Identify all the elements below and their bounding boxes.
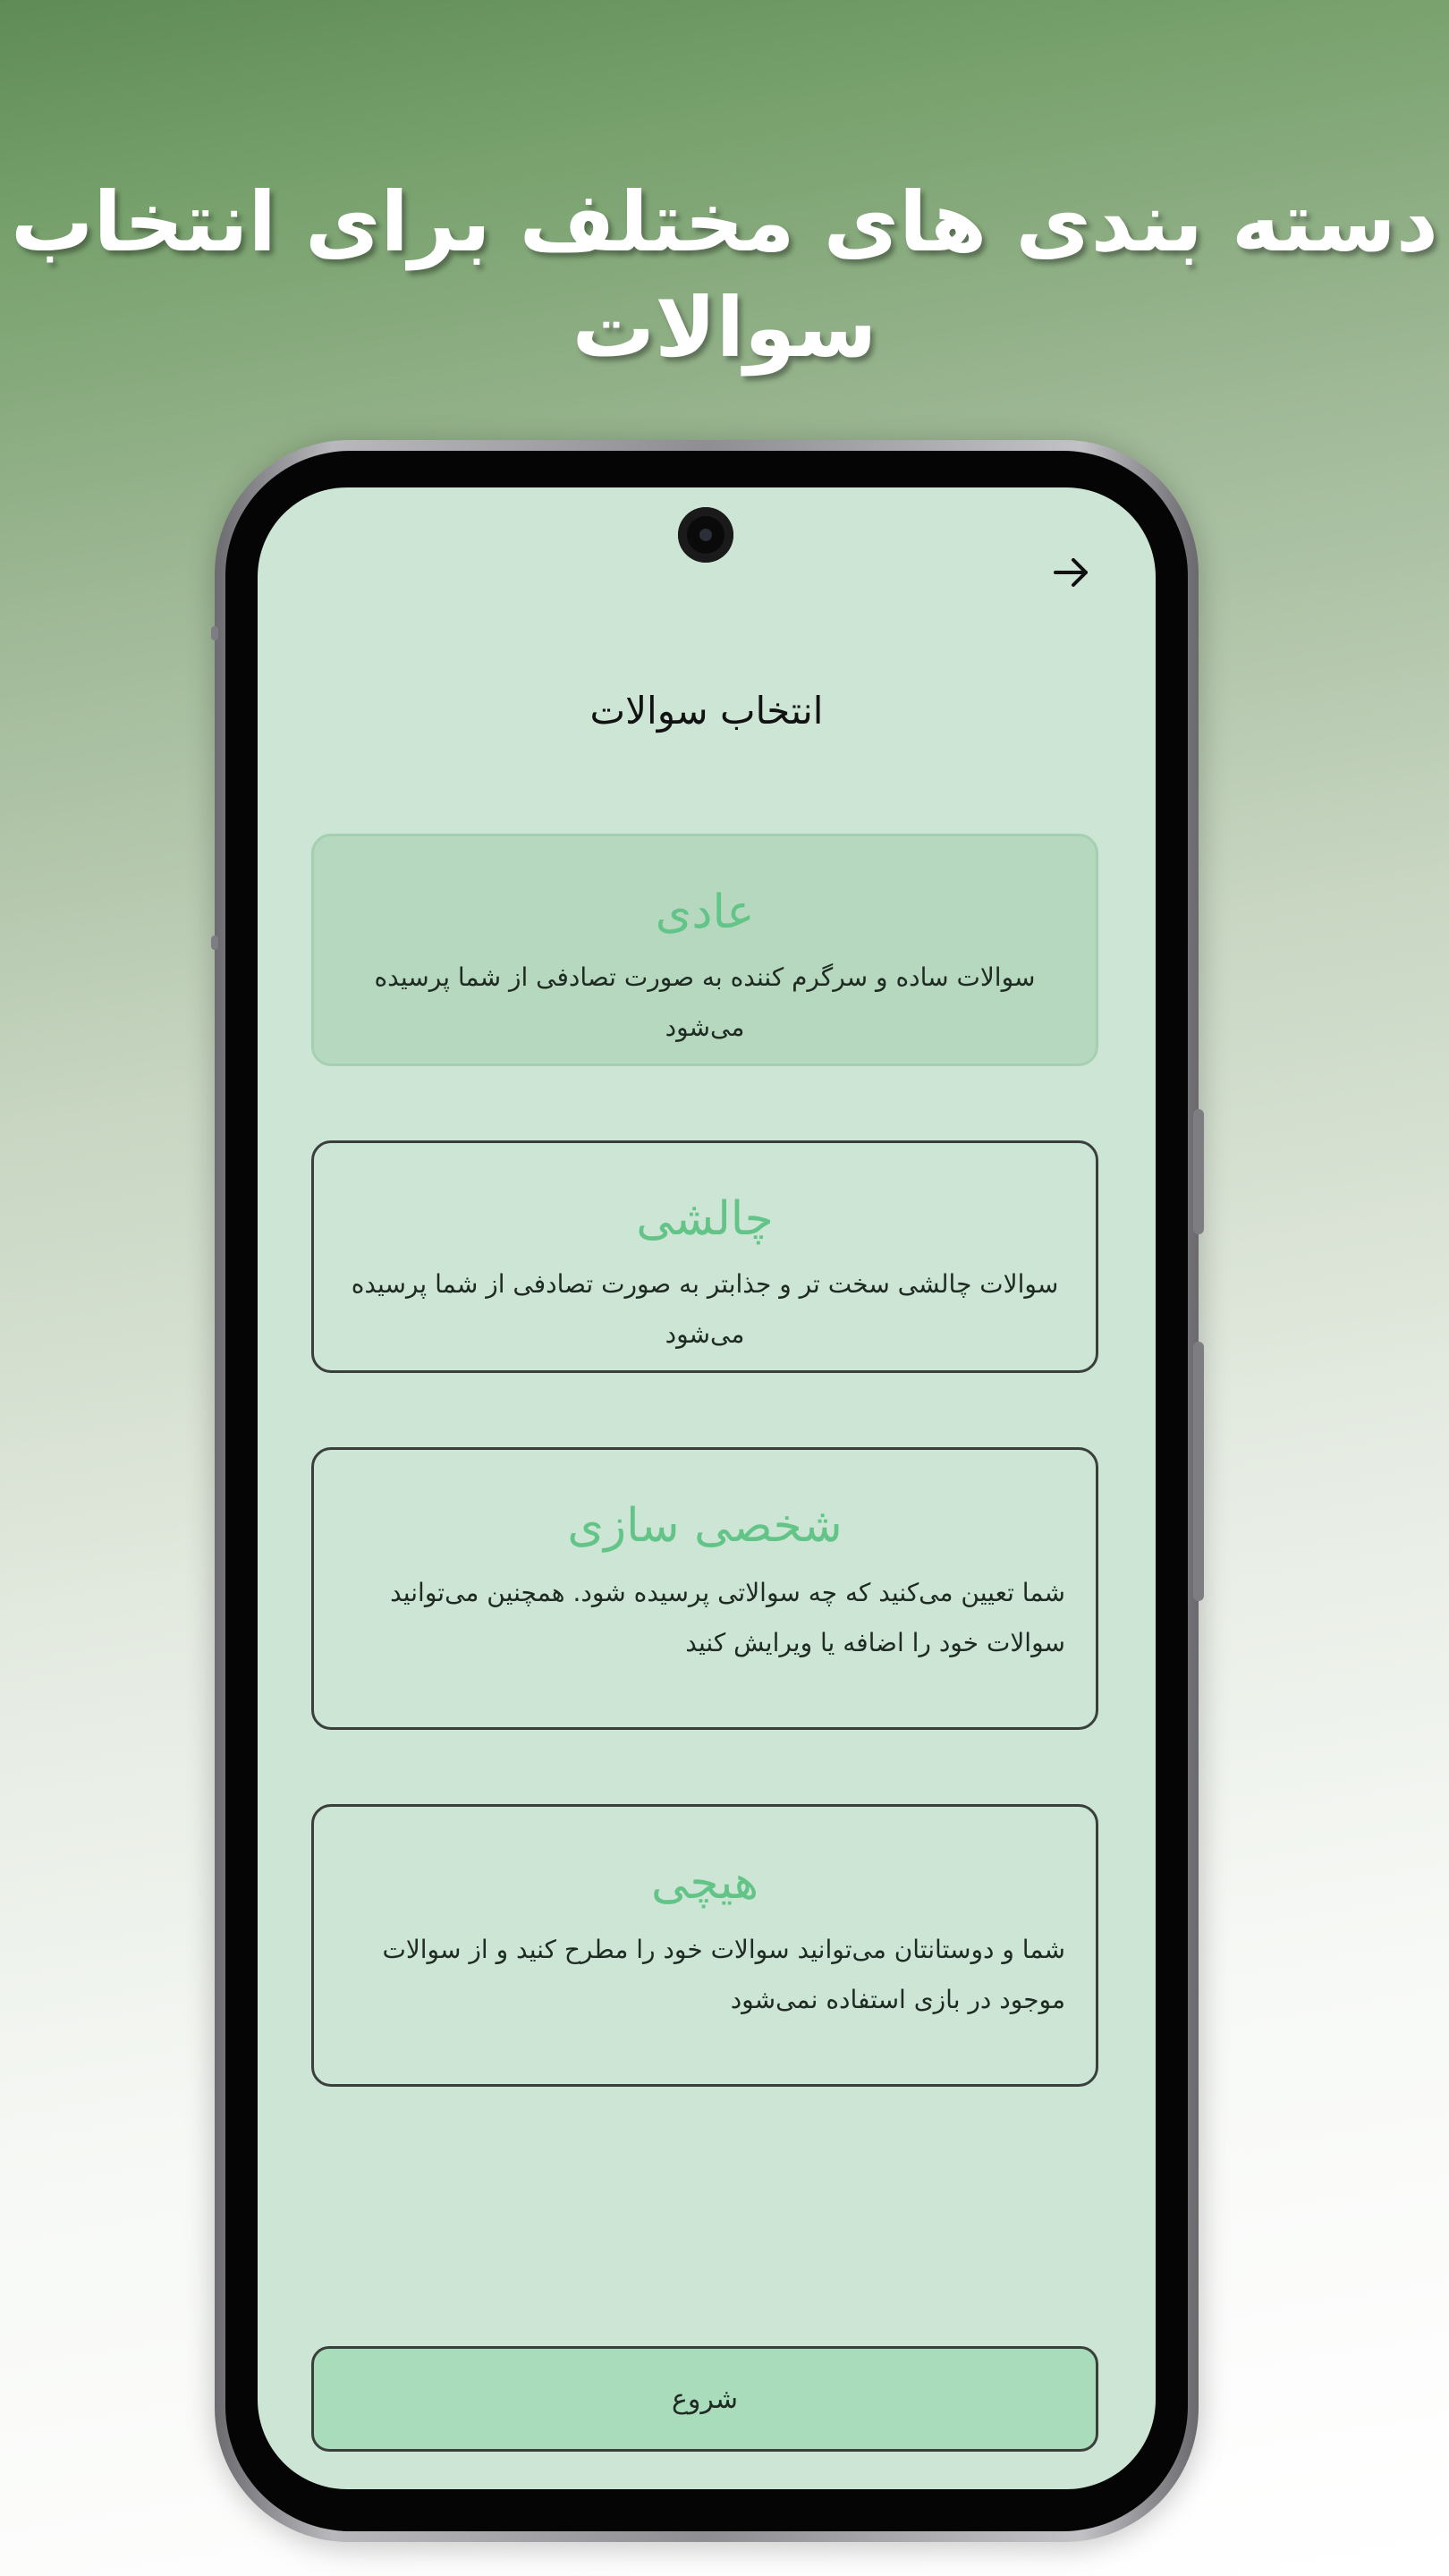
phone-left-notch (211, 936, 218, 950)
option-title: شخصی سازی (567, 1499, 843, 1553)
phone-left-notch (211, 626, 218, 640)
arrow-right-icon (1050, 551, 1093, 594)
option-description: سوالات چالشی سخت تر و جذابتر به صورت تصادفی از شما پرسیده می‌شود (351, 1269, 1059, 1349)
option-title: هیچی (650, 1856, 759, 1910)
app-screen (258, 487, 1156, 2489)
option-description: سوالات ساده و سرگرم کننده به صورت تصادفی از شما پرسیده می‌شود (374, 962, 1036, 1042)
option-description: شما و دوستانتان می‌توانید سوالات خود را مطرح کنید و از سوالات موجود در بازی استفاده نمی‌شود (382, 1935, 1065, 2014)
option-title: عادی (655, 886, 755, 939)
option-normal[interactable] (311, 834, 1098, 1066)
phone-volume-button (1193, 1109, 1204, 1234)
start-button[interactable] (311, 2346, 1098, 2452)
promo-headline (0, 170, 1449, 381)
option-none[interactable] (311, 1804, 1098, 2087)
front-camera (678, 507, 733, 563)
start-button-label: شروع (671, 2383, 739, 2415)
option-title: چالشی (636, 1192, 774, 1246)
option-challenge[interactable] (311, 1140, 1098, 1373)
page-title: انتخاب سوالات (589, 689, 824, 733)
phone-power-button (1193, 1342, 1204, 1601)
option-description: شما تعیین می‌کنید که چه سوالاتی پرسیده شود. همچنین می‌توانید سوالات خود را اضافه یا ویرایش کنید (390, 1578, 1065, 1657)
promo-headline-line2: سوالات (572, 280, 877, 376)
back-button[interactable] (1045, 546, 1098, 599)
promo-headline-line1: دسته بندی های مختلف برای انتخاب (11, 174, 1438, 270)
option-custom[interactable] (311, 1447, 1098, 1730)
